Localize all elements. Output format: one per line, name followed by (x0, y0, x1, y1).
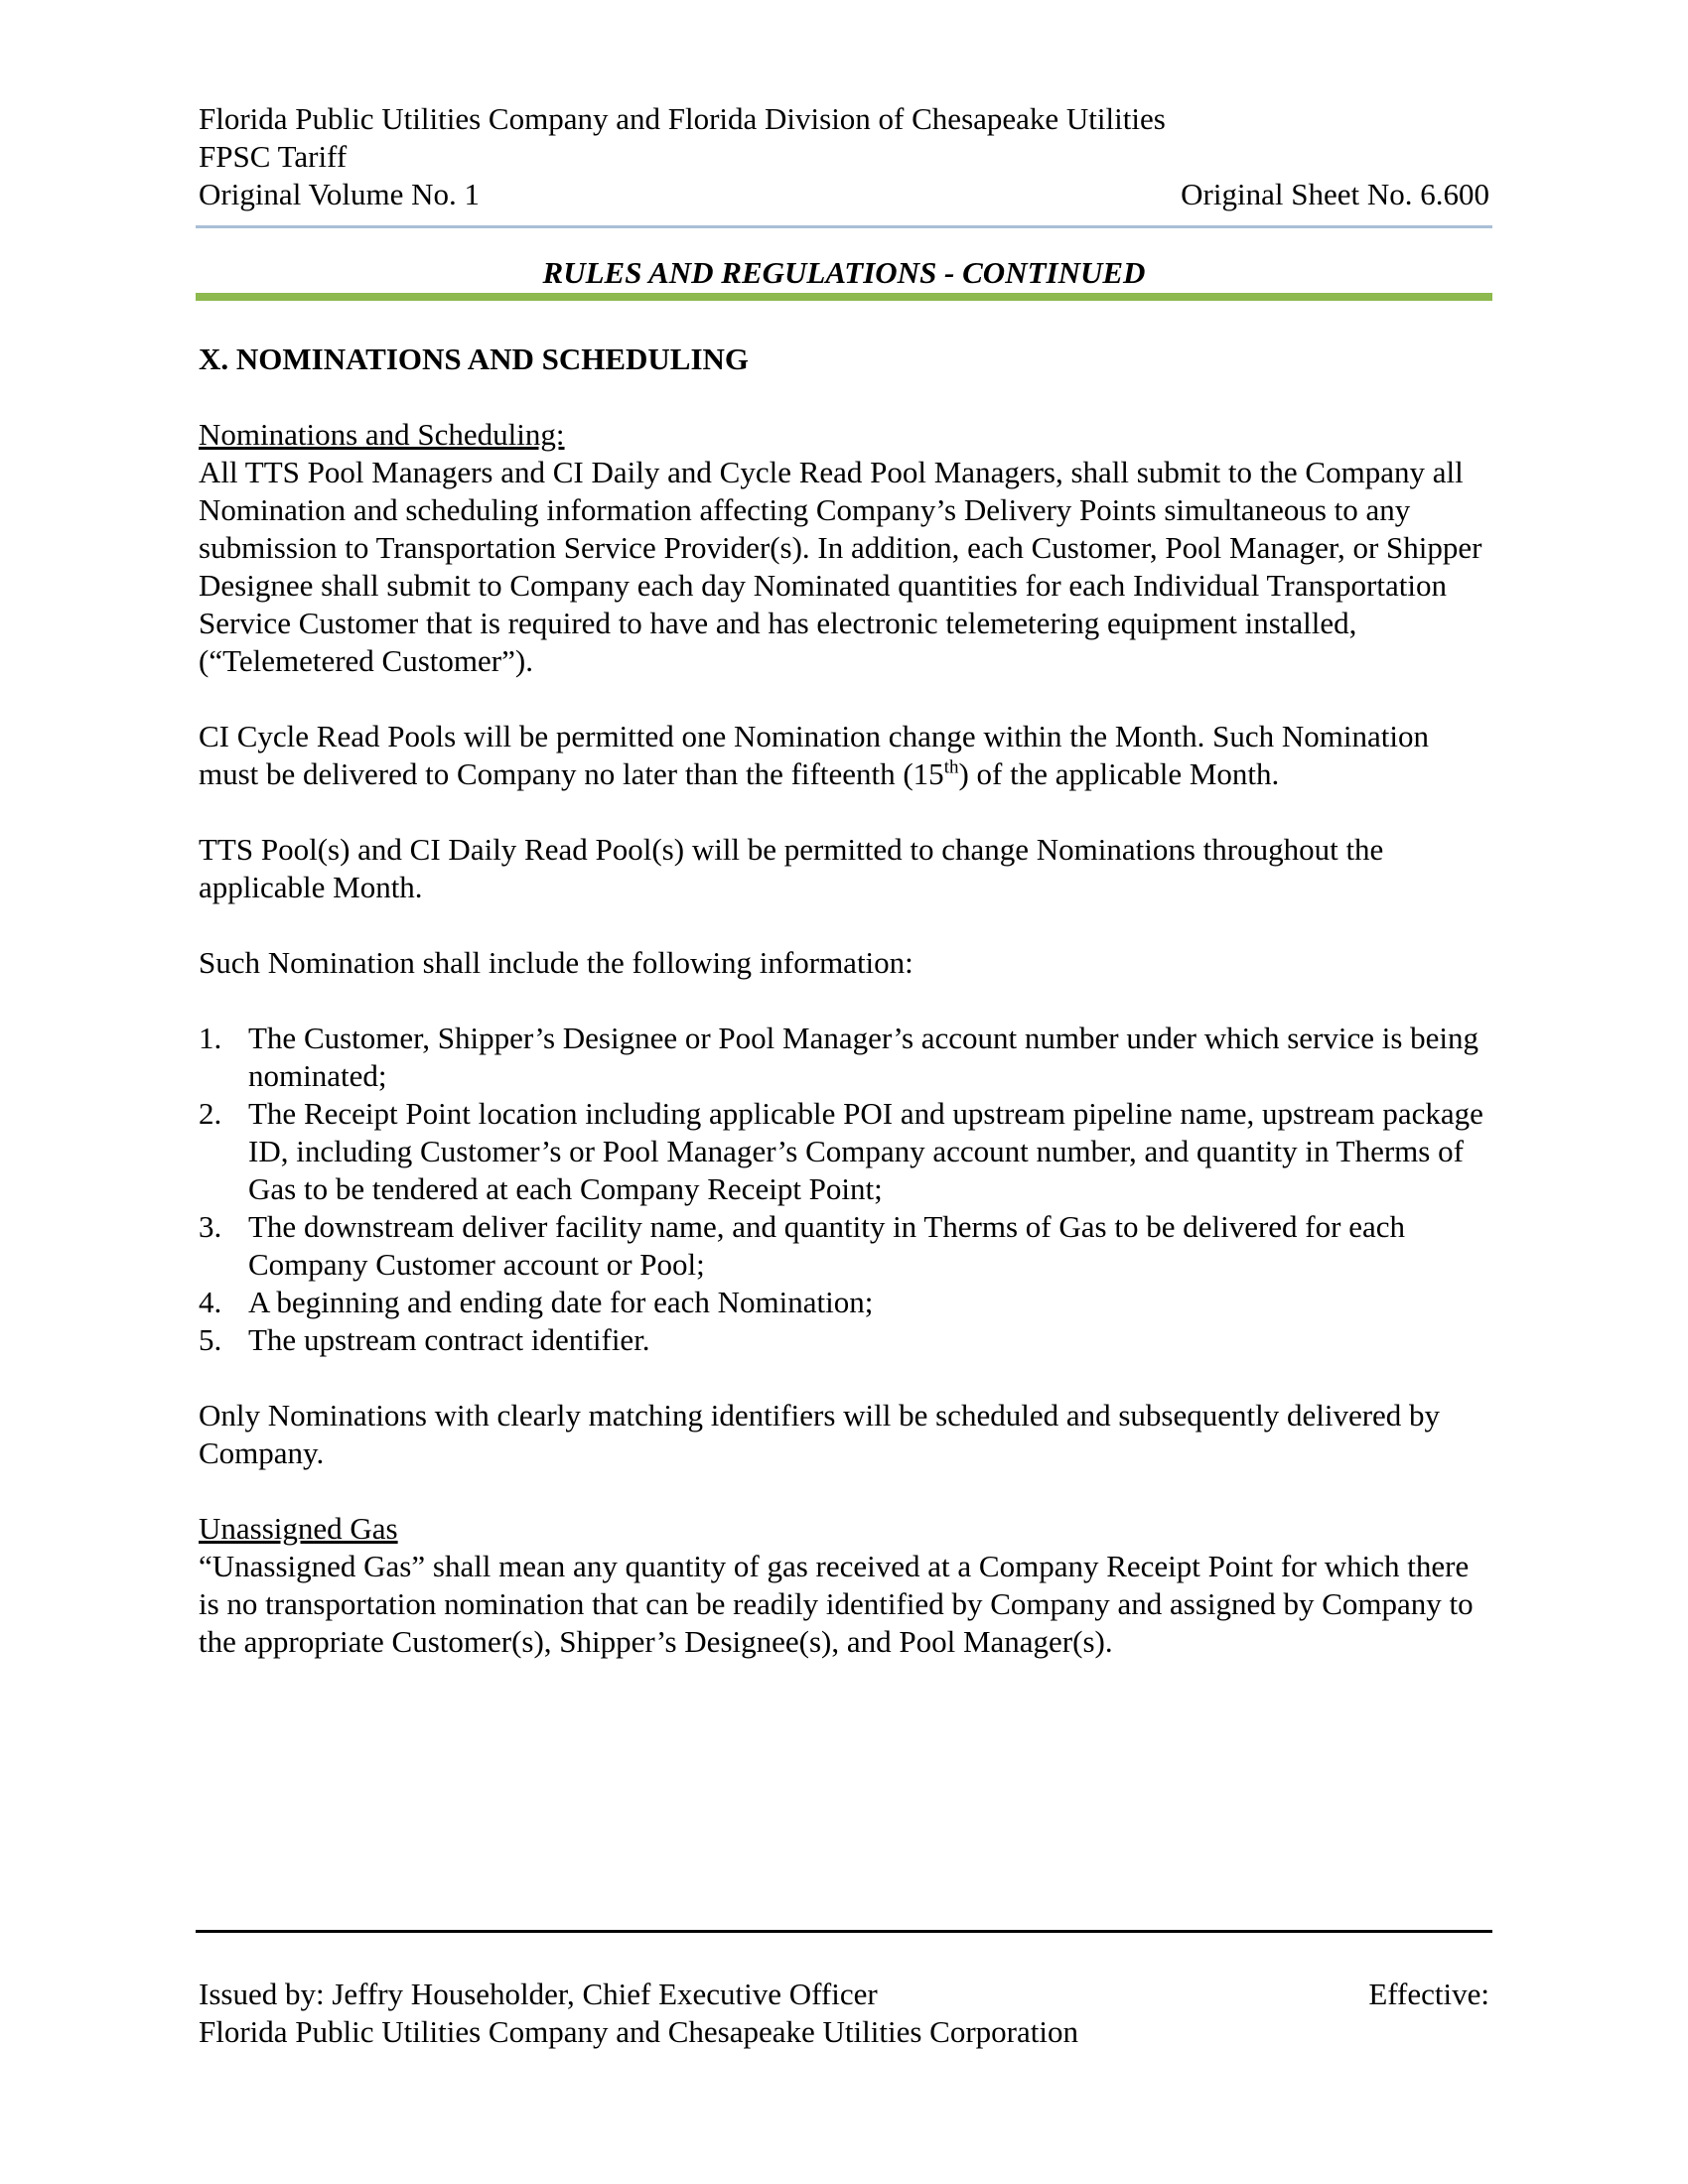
main-heading: X. NOMINATIONS AND SCHEDULING (199, 341, 750, 376)
footer-issued-by: Issued by: Jeffry Householder, Chief Executive Officer (199, 1977, 878, 2011)
para2-text-end: ) of the applicable Month. (958, 756, 1280, 791)
list-item-number: 5. (199, 1322, 222, 1357)
page-footer (199, 1976, 1489, 2051)
para2-text-start: CI Cycle Read Pools will be permitted one Nomination change within the Month. Such Nomination must be delivered to Company no later than the fifteenth (15 (199, 719, 1429, 791)
footer-issued-row (199, 1976, 1489, 2013)
list-item (199, 1208, 1489, 1284)
document-body (199, 341, 1489, 1661)
nomination-requirements-list (199, 1020, 1489, 1359)
header-volume: Original Volume No. 1 (199, 177, 481, 211)
section-divider (196, 293, 1492, 301)
list-item (199, 1020, 1489, 1095)
nominations-paragraph-1: All TTS Pool Managers and CI Daily and Cycle Read Pool Managers, shall submit to the Company all Nomination and scheduling information affecting Company’s Delivery Points simultaneous to any submission to Transportation Service Provider(s). In addition, each Customer, Pool Manager, or Shipper Designee shall submit to Company each day Nominated quantities for each Individual Transportation Service Customer that is required to have and has electronic telemetering equipment installed, (“Telemetered Customer”). (199, 455, 1482, 678)
header-tariff: FPSC Tariff (199, 139, 348, 174)
nominations-subheading: Nominations and Scheduling: (199, 417, 565, 452)
header-volume-row (199, 176, 1489, 213)
list-item-number: 2. (199, 1096, 222, 1131)
list-item-text: The downstream deliver facility name, and quantity in Therms of Gas to be delivered for each Company Customer account or Pool; (248, 1209, 1405, 1282)
list-item-number: 1. (199, 1021, 222, 1055)
para2-superscript: th (943, 756, 959, 778)
list-item (199, 1284, 1489, 1321)
list-item-text: A beginning and ending date for each Nomination; (248, 1285, 874, 1319)
list-item-number: 3. (199, 1209, 222, 1244)
unassigned-subheading: Unassigned Gas (199, 1511, 398, 1546)
footer-company: Florida Public Utilities Company and Chesapeake Utilities Corporation (199, 2014, 1078, 2049)
list-item-text: The upstream contract identifier. (248, 1322, 650, 1357)
nominations-paragraph-2 (199, 718, 1489, 793)
header-sheet: Original Sheet No. 6.600 (1181, 177, 1489, 211)
header-company: Florida Public Utilities Company and Florida Division of Chesapeake Utilities (199, 101, 1166, 136)
list-item-number: 4. (199, 1285, 222, 1319)
list-item (199, 1095, 1489, 1208)
nominations-paragraph-4: Such Nomination shall include the following information: (199, 945, 914, 980)
page-header (199, 100, 1489, 213)
nominations-paragraph-5: Only Nominations with clearly matching identifiers will be scheduled and subsequently delivered by Company. (199, 1398, 1441, 1470)
list-item-text: The Customer, Shipper’s Designee or Pool Manager’s account number under which service is being nominated; (248, 1021, 1479, 1093)
footer-effective: Effective: (1368, 1977, 1489, 2011)
list-item-text: The Receipt Point location including applicable POI and upstream pipeline name, upstream package ID, including Customer’s or Pool Manager’s Company account number, and quantity in Therms of Gas to be tendered at each Company Receipt Point; (248, 1096, 1483, 1206)
list-item (199, 1321, 1489, 1359)
nominations-paragraph-3: TTS Pool(s) and CI Daily Read Pool(s) will be permitted to change Nominations throughout the applicable Month. (199, 832, 1384, 904)
section-title: RULES AND REGULATIONS - CONTINUED (542, 255, 1146, 290)
footer-divider (196, 1930, 1492, 1933)
unassigned-paragraph: “Unassigned Gas” shall mean any quantity of gas received at a Company Receipt Point for which there is no transportation nomination that can be readily identified by Company and assigned by Company to the appropriate Customer(s), Shipper’s Designee(s), and Pool Manager(s). (199, 1549, 1474, 1659)
header-divider (196, 225, 1492, 228)
